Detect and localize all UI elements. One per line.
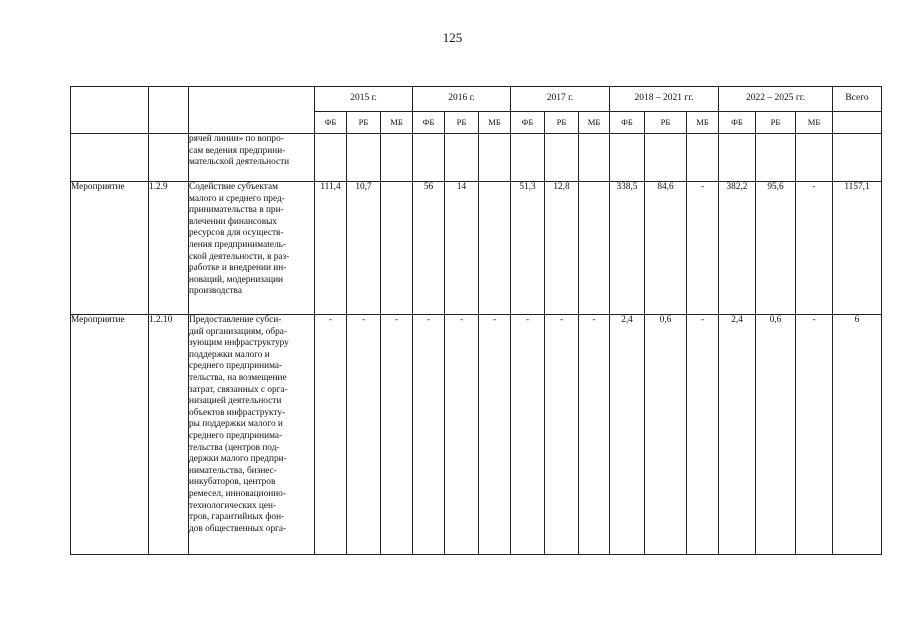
row-description: рячей линии» по вопро- сам ведения предприни- мательской деятельности (189, 134, 315, 182)
sub-mb: МБ (687, 112, 719, 134)
value-cell: 2,4 (719, 315, 756, 555)
value-cell (579, 134, 610, 182)
value-cell: - (445, 315, 479, 555)
header-description (189, 87, 315, 134)
sub-fb: ФБ (511, 112, 545, 134)
value-cell: - (347, 315, 381, 555)
sub-mb: МБ (579, 112, 610, 134)
table-row (71, 134, 882, 182)
value-cell: - (381, 315, 413, 555)
row-type (71, 134, 149, 182)
header-type (71, 87, 149, 134)
value-cell: - (687, 315, 719, 555)
value-cell: - (796, 315, 833, 555)
row-description: Содействие субъектам малого и среднего пред- принимательства в при- влечении финансовых ресурсов для осуществ- ления предпринимatель- ской деятельности, в раз- работке и внедрении ин- новаций, модернизации производства (189, 182, 315, 315)
value-cell: 0,6 (756, 315, 796, 555)
value-cell (445, 134, 479, 182)
value-cell: 14 (445, 182, 479, 315)
value-cell: 95,6 (756, 182, 796, 315)
value-cell: - (511, 315, 545, 555)
value-cell: - (315, 315, 347, 555)
header-total: Всего (833, 87, 882, 112)
row-type: Мероприятие (71, 182, 149, 315)
table-row (71, 315, 882, 555)
sub-rb: РБ (756, 112, 796, 134)
table-row (71, 182, 882, 315)
total-cell (833, 134, 882, 182)
value-cell (796, 134, 833, 182)
value-cell (545, 134, 579, 182)
row-code: 1.2.9 (149, 182, 189, 315)
value-cell (413, 134, 445, 182)
value-cell: - (545, 315, 579, 555)
row-code (149, 134, 189, 182)
value-cell (645, 134, 687, 182)
header-period-2017: 2017 г. (511, 87, 610, 112)
value-cell (579, 182, 610, 315)
row-code: 1.2.10 (149, 315, 189, 555)
value-cell: 2,4 (610, 315, 645, 555)
value-cell (610, 134, 645, 182)
value-cell (511, 134, 545, 182)
sub-fb: ФБ (413, 112, 445, 134)
value-cell (347, 134, 381, 182)
header-period-2018-2021: 2018 – 2021 гг. (610, 87, 719, 112)
value-cell: 111,4 (315, 182, 347, 315)
value-cell: 382,2 (719, 182, 756, 315)
sub-fb: ФБ (719, 112, 756, 134)
sub-rb: РБ (347, 112, 381, 134)
value-cell: 338,5 (610, 182, 645, 315)
row-description: Предоставление субси- дий организациям, обра- зующим инфраструктуру поддержки малого и среднего предпринима- тельства, на возмещение затрат, связанных с орга- низацией деятельности объектов инфраструкту- ры поддержки малого и среднего предпринима- тельства (центров под- держки малого предпри- нимательства, бизнес- инкубаторов, центров ремесел, инновационно- технологических цен- тров, гарантийных фон- дов общественных орга- (189, 315, 315, 555)
value-cell (719, 134, 756, 182)
page-number: 125 (442, 30, 463, 45)
value-cell: 0,6 (645, 315, 687, 555)
value-cell: - (796, 182, 833, 315)
value-cell: - (479, 315, 511, 555)
header-period-2022-2025: 2022 – 2025 гг. (719, 87, 833, 112)
sub-mb: МБ (796, 112, 833, 134)
sub-mb: МБ (381, 112, 413, 134)
sub-rb: РБ (545, 112, 579, 134)
value-cell: - (687, 182, 719, 315)
value-cell: 10,7 (347, 182, 381, 315)
value-cell (479, 134, 511, 182)
value-cell (479, 182, 511, 315)
value-cell: - (413, 315, 445, 555)
sub-fb: ФБ (610, 112, 645, 134)
sub-rb: РБ (445, 112, 479, 134)
value-cell: 56 (413, 182, 445, 315)
value-cell (381, 182, 413, 315)
value-cell (756, 134, 796, 182)
total-cell: 1157,1 (833, 182, 882, 315)
header-code (149, 87, 189, 134)
header-period-2016: 2016 г. (413, 87, 511, 112)
header-period-2015: 2015 г. (315, 87, 413, 112)
sub-fb: ФБ (315, 112, 347, 134)
sub-blank (833, 112, 882, 134)
value-cell (381, 134, 413, 182)
total-cell: 6 (833, 315, 882, 555)
value-cell: 84,6 (645, 182, 687, 315)
budget-table (70, 86, 882, 555)
row-type: Мероприятие (71, 315, 149, 555)
value-cell (315, 134, 347, 182)
sub-mb: МБ (479, 112, 511, 134)
value-cell: 51,3 (511, 182, 545, 315)
sub-rb: РБ (645, 112, 687, 134)
header-row-periods (71, 87, 882, 112)
value-cell: - (579, 315, 610, 555)
value-cell (687, 134, 719, 182)
value-cell: 12,8 (545, 182, 579, 315)
